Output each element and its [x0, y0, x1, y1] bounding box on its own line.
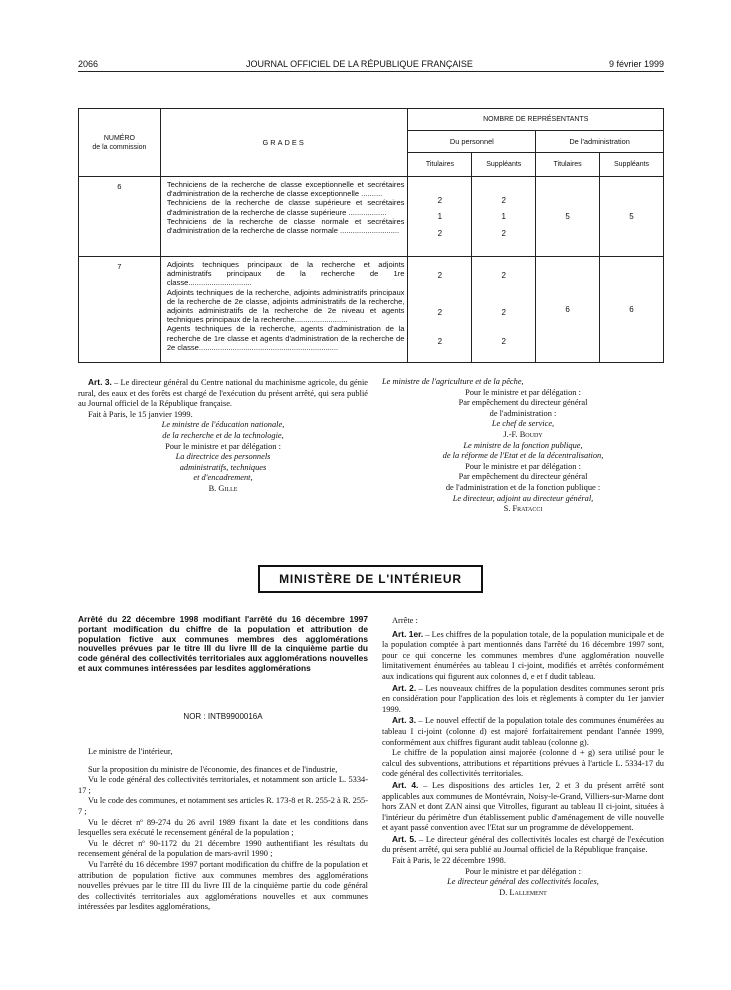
fait-a-paris: Fait à Paris, le 15 janvier 1999.: [88, 409, 193, 419]
header-personnel: Du personnel: [408, 131, 536, 153]
row-grades: Techniciens de la recherche de classe exceptionnelle et secrétaires d'administration de la recherche de classe exceptionnelle .......... Techniciens de la recherche de classe supérieure et secrétaires d'administration de la recherche de classe supérieure .................. Techniciens de la recherche de classe normale et secrétaires d'administration de la recherche de classe normale ............................: [160, 177, 408, 257]
signature: B. Gille: [208, 483, 238, 493]
pers-titulaires: 2 2 2: [408, 257, 472, 363]
signature: S. Fratacci: [503, 504, 543, 514]
row-number: 6: [79, 177, 161, 257]
representatives-table: [78, 108, 664, 363]
signature: J.-F. Boudy: [503, 429, 543, 439]
header-suppleants: Suppléants: [472, 153, 536, 177]
pers-titulaires: 2 1 2: [408, 177, 472, 257]
table-row: [79, 257, 664, 363]
page-header: [78, 59, 664, 71]
page-number: 2066: [78, 59, 99, 69]
pers-suppleants: 2 1 2: [472, 177, 536, 257]
header-suppleants: Suppléants: [600, 153, 664, 177]
table-row: [79, 177, 664, 257]
adm-suppleants: 6: [600, 257, 664, 363]
issue-date: 9 février 1999: [608, 59, 664, 69]
adm-titulaires: 6: [536, 257, 600, 363]
header-administration: De l'administration: [536, 131, 664, 153]
nor-reference: NOR : INTB9900016A: [183, 712, 263, 721]
header-titulaires: Titulaires: [536, 153, 600, 177]
row-number: 7: [79, 257, 161, 363]
fait-a-paris: Fait à Paris, le 22 décembre 1998.: [392, 856, 506, 866]
adm-suppleants: 5: [600, 177, 664, 257]
row-grades: Adjoints techniques principaux de la recherche et adjoints administratifs principaux de la recherche de 1re classe.............................. Adjoints techniques de la recherche, adjoints administratifs principaux de la recherche de 2e classe, adjoints administratifs de la recherche, adjoints administratifs de la recherche de 2e niveau et agents techniques principaux de la recherche......................... Agents techniques de la recherche, agents d'administration de la recherche de 1re classe et agents d'administration de la recherche de 2e classe..................................................................: [160, 257, 408, 363]
signature: D. Lallement: [499, 887, 547, 897]
art3-left: Art. 3. – Le directeur général du Centre national du machinisme agricole, du génie rural, des eaux et des forêts est chargé de l'exécution du présent arrêté, qui sera publié au Journal officiel de la République française. Fait à Paris, le 15 janvier 1999. Le ministre de l'éducation nationale, de la recherche et de la technologie, Pour le ministre et par délégation : La directrice des personnels administratifs, techniques et d'encadrement, B. Gille: [78, 377, 368, 493]
adm-titulaires: 5: [536, 177, 600, 257]
header-titulaires: Titulaires: [408, 153, 472, 177]
header-grades: GRADES: [160, 109, 408, 177]
arrete-articles: Arrête : Art. 1er. – Les chiffres de la population totale, de la population municipale et de la population comptée à part mentionnés dans l'arrêté du 16 décembre 1997 sont, pour ce qui concerne les communes membres d'une agglomération nouvelle limitativement énumérées au tableau I ci-joint, modifiés et arrêtés conformément aux indications qui figurent aux colonnes d, e et f dudit tableau. Art. 2. – Les nouveaux chiffres de la population desdites communes seront pris en considération pour l'application des lois et règlements à compter du 1er janvier 1999. Art. 3. – Le nouvel effectif de la population totale des communes énumérées au tableau I ci-joint (colonne d) est majoré forfaitairement pendant l'année 1999, conformément aux chiffres figurant audit tableau (colonne g). Le chiffre de la population ainsi majorée (colonne d + g) sera utilisé pour le calcul des subventions, attributions et répartitions prévues à l'article L. 5334-17 du code général des collectivités territoriales. Art. 4. – Les dispositions des articles 1er, 2 et 3 du présent arrêté sont applicables aux communes de Montévrain, Noisy-le-Grand, Villiers-sur-Marne dont hors ZAN et dont ZAN ainsi que Vitrolles, figurant au tableau II ci-joint, situées à l'intérieur du périmètre d'un établissement public d'aménagement de ville nouvelle et ayant passé convention avec l'Etat sur un programme de développement. Art. 5. – Le directeur général des collectivités locales est chargé de l'exécution du présent arrêté, qui sera publié au Journal officiel de la République française. Fait à Paris, le 22 décembre 1998. Pour le ministre et par délégation : Le directeur général des collectivités locales, D. Lallement: [382, 616, 664, 897]
header-nombre: NOMBRE DE REPRÉSENTANTS: [408, 109, 664, 131]
pers-suppleants: 2 2 2: [472, 257, 536, 363]
arrete-visas: Le ministre de l'intérieur, Sur la proposition du ministre de l'économie, des finances et de l'industrie, Vu le code général des collectivités territoriales, et notamment son article L. 5334-17 ; Vu le code des communes, et notamment ses articles R. 173-8 et R. 255-2 à R. 255-7 ; Vu le décret nº 89-274 du 26 avril 1989 fixant la date et les conditions dans lesquelles sera exécuté le recensement général de la population ; Vu le décret nº 90-1172 du 21 décembre 1990 authentifiant les résultats du recensement général de la population de mars-avril 1990 ; Vu l'arrêté du 16 décembre 1997 portant modification du chiffre de la population et attribution de population fictive aux communes membres des agglomérations nouvelles prévues par le titre III du livre III de la cinquième partie du code général des collectivités territoriales aux agglomérations nouvelles et aux communes intéressées par lesdites agglomérations,: [78, 747, 368, 912]
journal-title: JOURNAL OFFICIEL DE LA RÉPUBLIQUE FRANÇAISE: [246, 59, 473, 69]
header-numero: NUMÉRO de la commission: [79, 109, 161, 177]
ministry-heading: MINISTÈRE DE L'INTÉRIEUR: [258, 565, 483, 593]
arrete-title: Arrêté du 22 décembre 1998 modifiant l'arrêté du 16 décembre 1997 portant modification du chiffre de la population et attribution de population fictive aux communes membres des agglomérations nouvelles prévues par le titre III du livre III de la cinquième partie du code général des collectivités territoriales aux agglomérations nouvelles et aux communes intéressées par lesdites agglomérations: [78, 614, 368, 673]
header-rule: [78, 71, 664, 72]
art3-right: Le ministre de l'agriculture et de la pêche, Pour le ministre et par délégation : Par empêchement du directeur général de l'administration : Le chef de service, J.-F. Boudy Le ministre de la fonction publique, de la réforme de l'Etat et de la décentralisation, Pour le ministre et par délégation : Par empêchement du directeur général de l'administration et de la fonction publique : Le directeur, adjoint au directeur général, S. Fratacci: [382, 377, 664, 515]
